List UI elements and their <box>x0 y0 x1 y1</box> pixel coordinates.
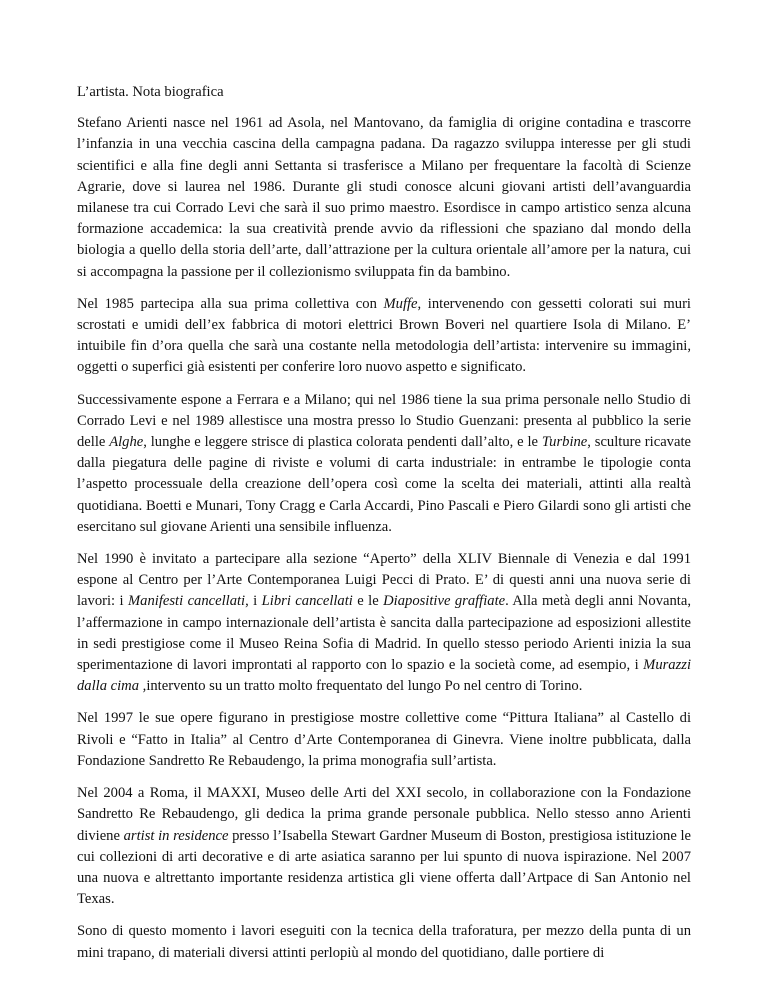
text-run: , sculture ricavate dalla piegatura delle pagine di riviste e volumi di carta industriale: in entrambe le tipologie conta l’aspetto processuale della creazione dell’opera così come la scelta dei materiali, attinti alla realtà quotidiana. Boetti e Munari, Tony Cragg e Carla Accardi, Pino Pascali e Piero Gilardi sono gli artisti che esercitano sul giovane Arienti una sensibile influenza. <box>77 434 691 535</box>
italic-text: Libri cancellati <box>261 593 353 610</box>
italic-text: Diapositive graffiate <box>383 593 506 610</box>
text-run: , i <box>245 593 262 610</box>
text-run: Nel 1990 è invitato a partecipare alla sezione “Aperto” della XLIV Biennale di Venezia e dal 1991 espone al Centro per l’Arte Contemporanea Luigi Pecci di Prato. E’ di questi anni una nuova serie di lavori: i <box>77 551 691 610</box>
italic-text: Alghe <box>109 434 144 451</box>
italic-text: Murazzi dalla cima , <box>77 657 691 695</box>
text-run: Nel 1985 partecipa alla sua prima collettiva con <box>77 295 384 312</box>
text-run: , lunghe e leggere strisce di plastica colorata pendenti dall’alto, e le <box>143 434 542 451</box>
italic-text: artist in residence <box>123 827 229 844</box>
italic-text: Muffe <box>383 295 418 312</box>
text-run: Stefano Arienti nasce nel 1961 ad Asola, nel Mantovano, da famiglia di origine contadina e trascorre l’infanzia in una vecchia cascina della campagna padana. Da ragazzo sviluppa interesse per gli studi scientifici e alla fine degli anni Settanta si trasferisce a Milano per frequentare la facoltà di Scienze Agrarie, dove si laurea nel 1986. Durante gli studi conosce alcuni giovani artisti dell’avanguardia milanese tra cui Corrado Levi che sarà il suo primo maestro. Esordisce in campo artistico senza alcuna formazione accademica: la sua creatività prende avvio da riflessioni che spaziano dal mondo della biologia a quello della storia dell’arte, dall’attrazione per la cultura orientale all’amore per la natura, cui si accompagna la passione per il collezionismo sviluppata fin da bambino. <box>77 115 691 280</box>
paragraph <box>77 549 691 697</box>
document-page <box>77 82 691 964</box>
text-run: intervento su un tratto molto frequentato del lungo Po nel centro di Torino. <box>146 678 583 695</box>
text-run: , intervenendo con gessetti colorati sui muri scrostati e umidi dell’ex fabbrica di motori elettrici Brown Boveri nel quartiere Isola di Milano. E’ intuibile fin d’ora quella che sarà una costante nella metodologia dell’artista: intervenire su immagini, oggetti o superfici già esistenti per conferire loro nuovo aspetto e significato. <box>77 295 691 376</box>
paragraph <box>77 294 691 379</box>
paragraph <box>77 390 691 538</box>
paragraph <box>77 708 691 772</box>
text-run: Nel 2004 a Roma, il MAXXI, Museo delle Arti del XXI secolo, in collaborazione con la Fondazione Sandretto Re Rebaudengo, gli dedica la prima grande personale pubblica. Nello stesso anno Arienti diviene <box>77 785 691 844</box>
italic-text: Turbine <box>541 434 588 451</box>
document-body <box>77 113 691 964</box>
paragraph <box>77 921 691 963</box>
text-run: Sono di questo momento i lavori eseguiti con la tecnica della traforatura, per mezzo della punta di un mini trapano, di materiali diversi attinti perlopiù al mondo del quotidiano, dalle portiere di <box>77 923 691 961</box>
text-run: e le <box>352 593 384 610</box>
text-run: Nel 1997 le sue opere figurano in prestigiose mostre collettive come “Pittura Italiana” al Castello di Rivoli e “Fatto in Italia” al Centro d’Arte Contemporanea di Ginevra. Viene inoltre pubblicata, dalla Fondazione Sandretto Re Rebaudengo, la prima monografia sull’artista. <box>77 710 691 769</box>
document-title: L’artista. Nota biografica <box>77 84 224 100</box>
paragraph <box>77 783 691 910</box>
italic-text: Manifesti cancellati <box>128 593 246 610</box>
text-run: Successivamente espone a Ferrara e a Milano; qui nel 1986 tiene la sua prima personale nello Studio di Corrado Levi e nel 1989 allestisce una mostra presso lo Studio Guenzani: presenta al pubblico la serie delle <box>77 391 691 451</box>
paragraph <box>77 113 691 283</box>
text-run: . Alla metà degli anni Novanta, l’affermazione in campo internazionale dell’artista è sancita dalla partecipazione ad esposizioni allestite in sedi prestigiose come il Museo Reina Sofia di Madrid. In quello stesso periodo Arienti inizia la sua sperimentazione di lavori improntati al rapporto con lo spazio e la società come, ad esempio, i <box>77 593 691 674</box>
text-run: presso l’Isabella Stewart Gardner Museum di Boston, prestigiosa istituzione le cui collezioni di arti decorative e di arte asiatica saranno per lui spunto di nuova ispirazione. Nel 2007 una nuova e altrettanto importante residenza artistica gli viene offerta dall’Artpace di San Antonio nel Texas. <box>77 827 692 908</box>
